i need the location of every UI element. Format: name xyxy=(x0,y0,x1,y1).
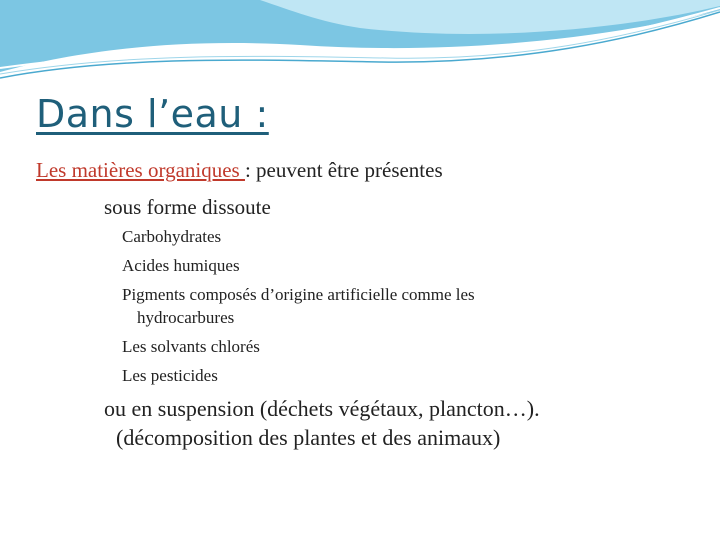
sub-bullet-text: sous forme dissoute xyxy=(104,195,271,219)
decorative-wave-banner xyxy=(0,0,720,90)
list-item-text: Acides humiques xyxy=(122,256,240,275)
sub-bullet-text: ou en suspension (déchets végétaux, plancton…). xyxy=(104,396,540,421)
list-item xyxy=(118,285,475,305)
sub-bullet-suspension xyxy=(100,396,540,422)
main-bullet xyxy=(36,158,443,183)
list-item-text: Pigments composés d’origine artificielle comme les xyxy=(122,285,475,304)
main-bullet-text: : peuvent être présentes xyxy=(244,158,443,182)
sub-bullet-dissolved xyxy=(100,195,271,220)
sub-bullet-continuation: (décomposition des plantes et des animaux) xyxy=(116,425,501,450)
main-bullet-highlight: Les matières organiques xyxy=(36,158,245,182)
list-item xyxy=(118,366,218,386)
list-item xyxy=(118,227,221,247)
list-item xyxy=(118,256,240,276)
list-item xyxy=(118,337,260,357)
slide-title: Dans l’eau : xyxy=(36,92,269,136)
list-item-text: Les solvants chlorés xyxy=(122,337,260,356)
list-item-text: Les pesticides xyxy=(122,366,218,385)
list-item-text: Carbohydrates xyxy=(122,227,222,246)
list-item-continuation: hydrocarbures xyxy=(137,308,235,327)
